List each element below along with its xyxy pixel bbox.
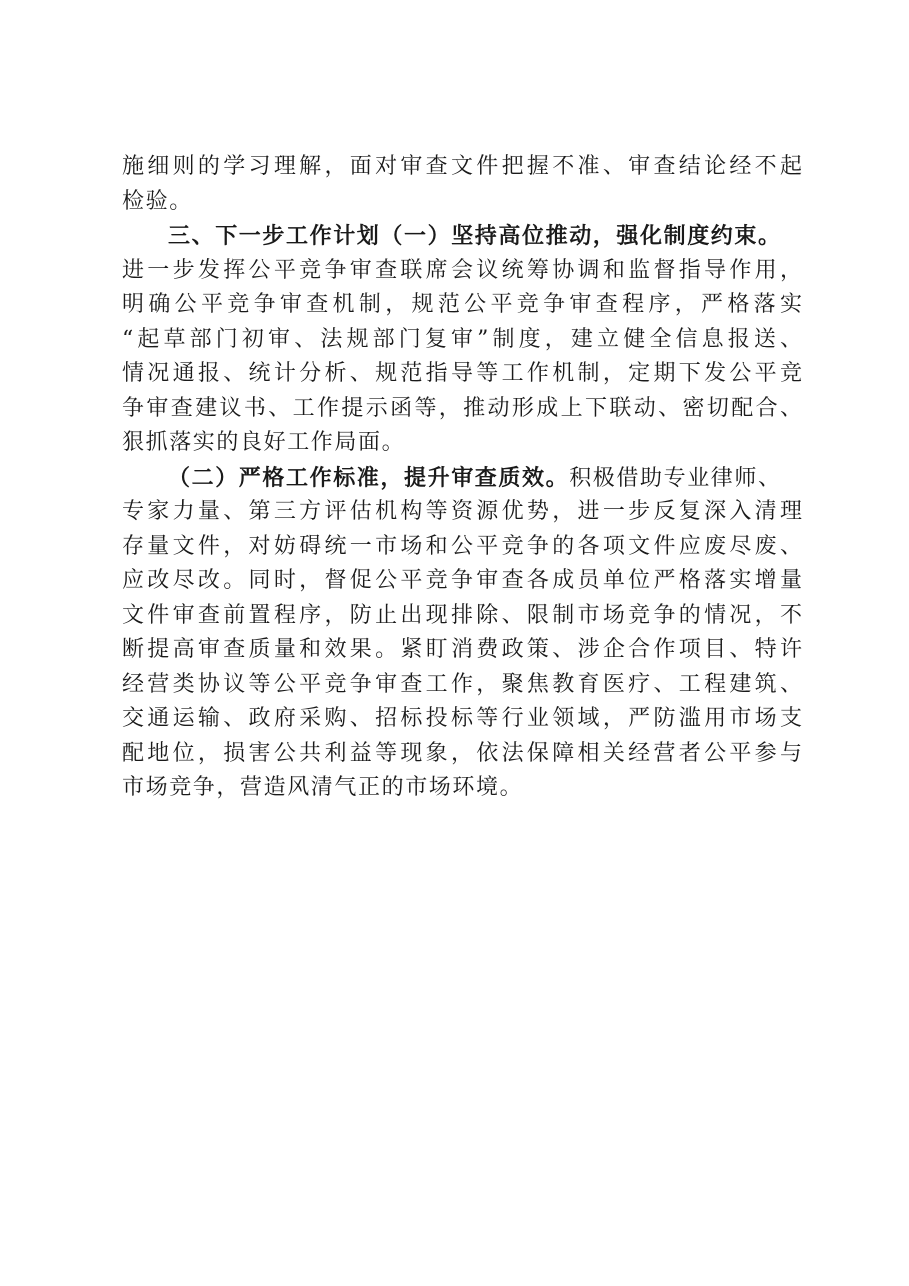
body-line: 明确公平竞争审查机制，规范公平竞争审查程序，严格落实 <box>122 292 802 317</box>
body-line: 交通运输、政府采购、招标投标等行业领域，严防滥用市场支 <box>122 706 802 731</box>
body-line: 断提高审查质量和效果。紧盯消费政策、涉企合作项目、特许 <box>122 637 802 662</box>
body-line: 专家力量、第三方评估机构等资源优势，进一步反复深入清理 <box>122 499 802 524</box>
subsection-text: 积极借助专业律师、 <box>569 465 782 491</box>
body-line: 争审查建议书、工作提示函等，推动形成上下联动、密切配合、 <box>122 395 802 421</box>
body-line: 经营类协议等公平竞争审查工作，聚焦教育医疗、工程建筑、 <box>122 671 802 697</box>
subsection-heading: （二）严格工作标准，提升审查质效。 <box>168 464 570 491</box>
body-line: 进一步发挥公平竞争审查联席会议统筹协调和监督指导作用， <box>122 257 802 283</box>
body-line: 情况通报、统计分析、规范指导等工作机制，定期下发公平竞 <box>122 361 802 386</box>
body-line: 施细则的学习理解，面对审查文件把握不准、审查结论经不起 <box>122 154 802 179</box>
body-line: 配地位，损害公共利益等现象，依法保障相关经营者公平参与 <box>122 740 802 766</box>
body-line: 应改尽改。同时，督促公平竞争审查各成员单位严格落实增量 <box>122 568 802 593</box>
body-line: “起草部门初审、法规部门复审”制度，建立健全信息报送、 <box>122 326 802 352</box>
section-heading: 三、下一步工作计划（一）坚持高位推动，强化制度约束。 <box>168 223 782 249</box>
body-line: 市场竞争，营造风清气正的市场环境。 <box>122 775 524 800</box>
subsection-line <box>122 461 802 496</box>
body-line: 文件审查前置程序，防止出现排除、限制市场竞争的情况，不 <box>122 602 802 628</box>
body-line: 狠抓落实的良好工作局面。 <box>122 430 406 455</box>
body-line: 存量文件，对妨碍统一市场和公平竞争的各项文件应废尽废、 <box>122 533 802 559</box>
document-body <box>122 150 802 806</box>
body-line: 检验。 <box>122 188 193 214</box>
